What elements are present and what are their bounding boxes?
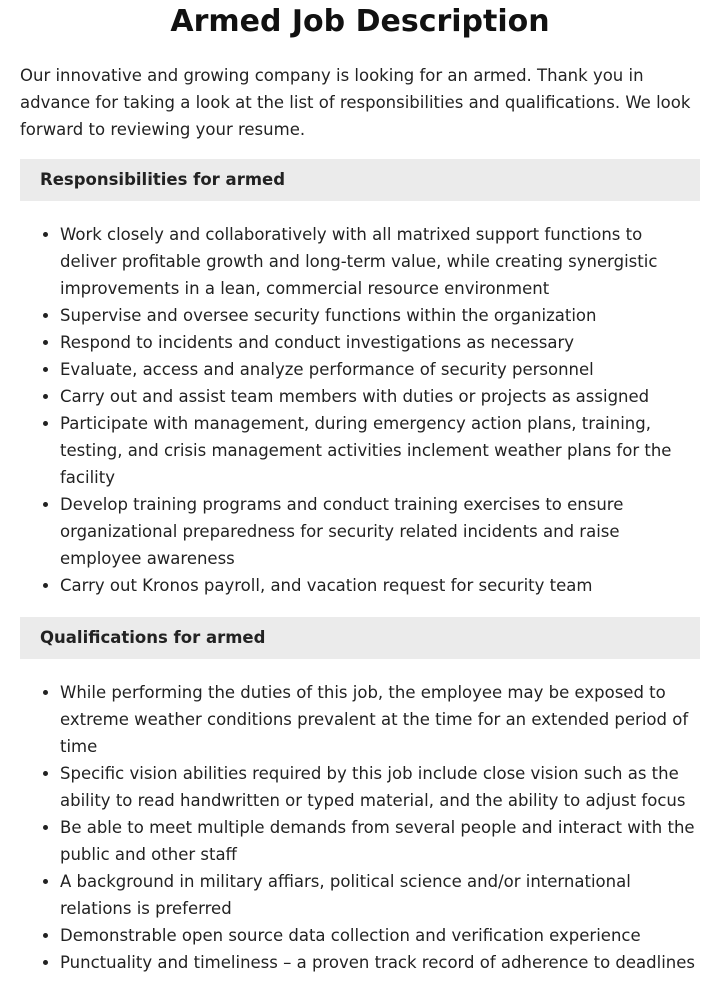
- list-item: • Participate with management, during emergency action plans, training, testing, and crisis management activities inclement weather plans for the facility: [60, 410, 700, 491]
- responsibilities-header: Responsibilities for armed: [20, 159, 700, 201]
- responsibilities-list: [20, 221, 700, 599]
- list-item: • Evaluate, access and analyze performance of security personnel: [60, 356, 700, 383]
- list-item: • Work closely and collaboratively with all matrixed support functions to deliver profitable growth and long-term value, while creating synergistic improvements in a lean, commercial resource environment: [60, 221, 700, 302]
- list-item: • Develop training programs and conduct training exercises to ensure organizational preparedness for security related incidents and raise employee awareness: [60, 491, 700, 572]
- list-item: • Punctuality and timeliness – a proven track record of adherence to deadlines: [60, 949, 700, 976]
- page-title: Armed Job Description: [170, 4, 550, 39]
- list-item: • A background in military affiars, political science and/or international relations is preferred: [60, 868, 700, 922]
- list-item: • Supervise and oversee security functions within the organization: [60, 302, 700, 329]
- intro-paragraph: Our innovative and growing company is looking for an armed. Thank you in advance for taking a look at the list of responsibilities and qualifications. We look forward to reviewing your resume.: [20, 66, 691, 139]
- list-item: • Carry out Kronos payroll, and vacation request for security team: [60, 572, 700, 599]
- list-item: • Specific vision abilities required by this job include close vision such as the ability to read handwritten or typed material, and the ability to adjust focus: [60, 760, 700, 814]
- qualifications-header: Qualifications for armed: [20, 617, 700, 659]
- qualifications-list: [20, 679, 700, 976]
- list-item: • Respond to incidents and conduct investigations as necessary: [60, 329, 700, 356]
- list-item: • Carry out and assist team members with duties or projects as assigned: [60, 383, 700, 410]
- list-item: • Demonstrable open source data collection and verification experience: [60, 922, 700, 949]
- list-item: • While performing the duties of this job, the employee may be exposed to extreme weather conditions prevalent at the time for an extended period of time: [60, 679, 700, 760]
- list-item: • Be able to meet multiple demands from several people and interact with the public and other staff: [60, 814, 700, 868]
